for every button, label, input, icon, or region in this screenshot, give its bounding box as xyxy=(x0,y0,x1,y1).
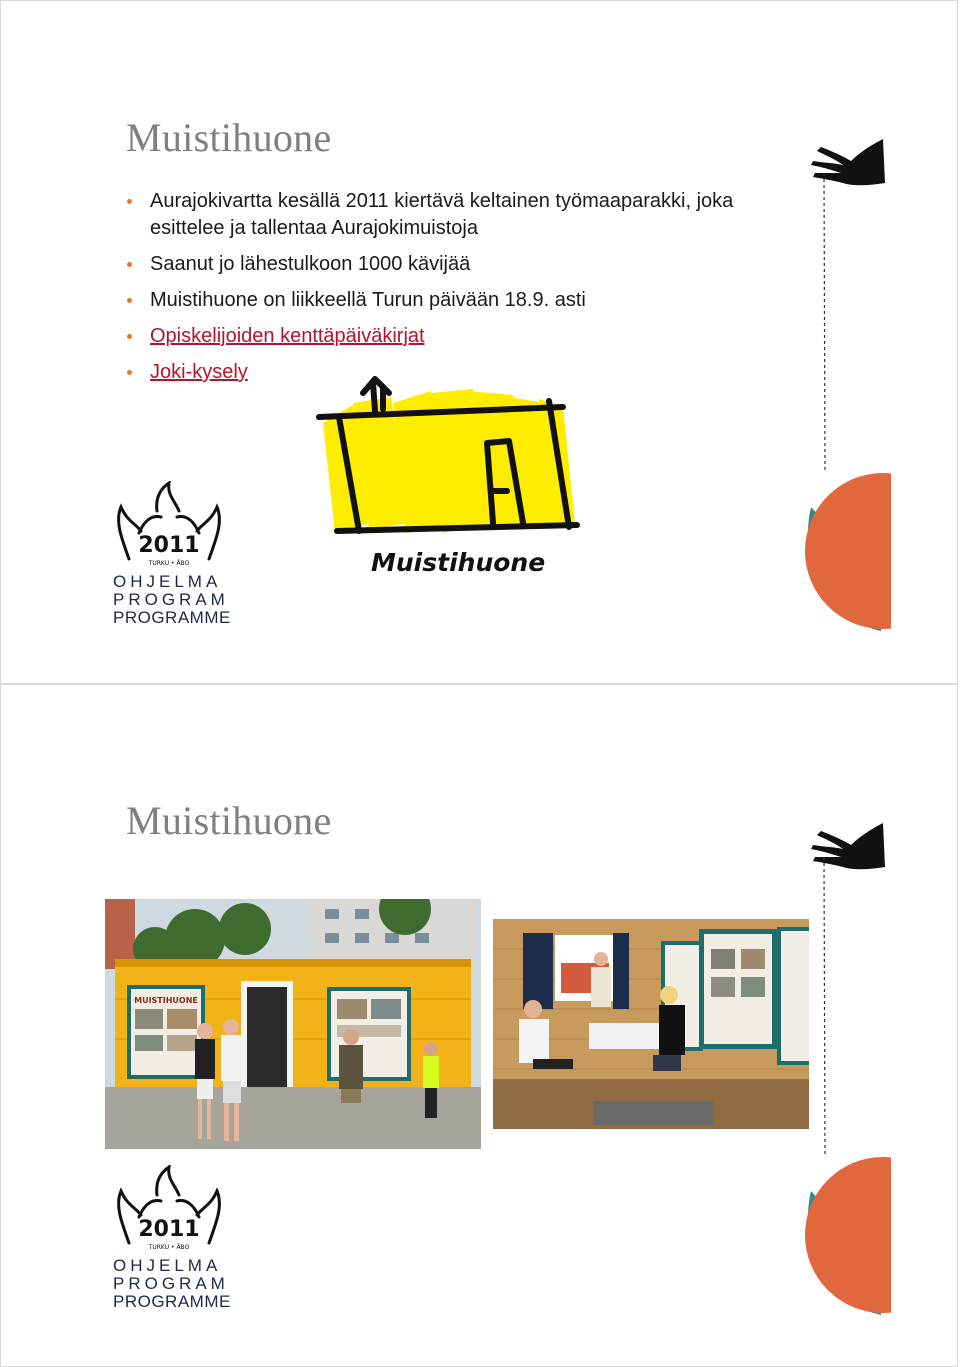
turku-2011-logo xyxy=(109,481,229,631)
muistihuone-logo xyxy=(313,373,585,583)
logo-line-ohjelma: OHJELMA xyxy=(113,1256,222,1275)
container-sign-text: MUISTIHUONE xyxy=(134,996,198,1005)
hand-icon xyxy=(811,823,885,869)
logo-city: TURKU • ÅBO xyxy=(148,1244,190,1251)
orange-disc-icon xyxy=(805,473,891,631)
link-kenttapaivakirjat[interactable]: Opiskelijoiden kenttäpäiväkirjat xyxy=(150,325,425,347)
orange-disc-icon xyxy=(805,1157,891,1315)
crown-logo-icon xyxy=(109,481,229,571)
right-decoration xyxy=(731,121,891,641)
slide-title: Muistihuone xyxy=(126,115,332,160)
slide-title: Muistihuone xyxy=(126,798,332,843)
photo-yellow-container xyxy=(105,899,481,1149)
crown-logo-icon xyxy=(109,1165,229,1255)
logo-line-programme: PROGRAMME xyxy=(113,608,231,627)
bullet-item: Aurajokivartta kesällä 2011 kiertävä keltainen työmaaparakki, joka esittelee ja tallentaa Aurajokimuistoja xyxy=(127,188,787,242)
hand-and-disc-decoration xyxy=(731,121,891,641)
container-photo-image xyxy=(105,899,481,1149)
turku-2011-logo xyxy=(109,1165,229,1315)
slide-1 xyxy=(0,0,958,684)
slide-2 xyxy=(0,684,958,1367)
logo-program-text xyxy=(113,1257,231,1311)
logo-line-program: PROGRAM xyxy=(113,590,229,609)
right-decoration xyxy=(731,805,891,1325)
logo-year: 2011 xyxy=(138,1217,200,1242)
muistihuone-logo-text: Muistihuone xyxy=(371,548,546,577)
logo-line-programme: PROGRAMME xyxy=(113,1292,231,1311)
logo-line-ohjelma: OHJELMA xyxy=(113,572,222,591)
bullet-item: Saanut jo lähestulkoon 1000 kävijää xyxy=(127,251,787,278)
bullet-item: Muistihuone on liikkeellä Turun päivään 18.9. asti xyxy=(127,287,787,314)
logo-program-text xyxy=(113,573,231,627)
hand-and-disc-decoration xyxy=(731,805,891,1325)
logo-line-program: PROGRAM xyxy=(113,1274,229,1293)
logo-city: TURKU • ÅBO xyxy=(148,560,190,567)
bullet-list xyxy=(127,188,787,395)
bullet-item-link xyxy=(127,323,787,350)
house-sketch-icon xyxy=(313,373,585,583)
hand-icon xyxy=(811,139,885,185)
link-joki-kysely[interactable]: Joki-kysely xyxy=(150,361,248,383)
logo-year: 2011 xyxy=(138,533,200,558)
